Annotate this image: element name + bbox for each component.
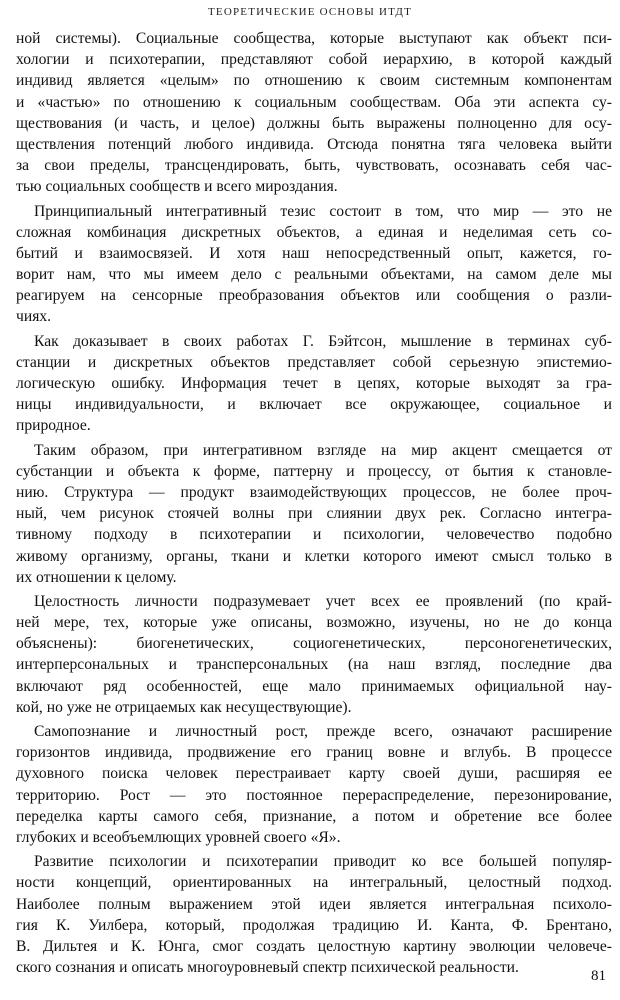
text-line: Таким образом, при интегративном взгляде на мир акцент смещается от [34, 441, 612, 459]
text-line: Принципиальный интегративный тезис состоит в том, что мир — это не [34, 202, 612, 220]
text-line: Развитие психологии и психотерапии приводит ко все большей популяр- [34, 853, 612, 871]
text-line: Как доказывает в своих работах Г. Бэйтсон, мышление в терминах суб- [34, 332, 612, 350]
text-line: ществления потенций любого индивида. Отсюда понятна тяга человека выйти [16, 135, 612, 153]
text-line: тью социальных сообществ и всего мироздания. [16, 178, 338, 196]
text-line: ществования (и часть, и целое) должны быть выражены полноценно для осу- [16, 114, 612, 132]
page-number: 81 [591, 968, 606, 984]
text-line: горизонтов индивида, продвижение его границ вовне и вглубь. В процессе [16, 744, 612, 762]
text-line: включают ряд особенностей, еще мало принимаемых официальной нау- [16, 677, 612, 695]
text-line: за свои пределы, трансцендировать, быть, чувствовать, осознавать себя час- [16, 157, 612, 175]
text-line: их отношении к целому. [16, 568, 177, 586]
text-line: переделка карты самого себя, признание, а потом и обретение все более [16, 807, 612, 825]
paragraph [16, 851, 612, 978]
text-line: природное. [16, 417, 91, 435]
text-line: чиях. [16, 308, 52, 326]
paragraph [16, 201, 612, 328]
text-line: Целостность личности подразумевает учет всех ее проявлений (по край- [34, 592, 612, 610]
text-line: кой, но уже не отрицаемых как несуществующие). [16, 698, 352, 716]
text-line: гия К. Уилбера, который, продолжая традицию И. Канта, Ф. Брентано, [16, 916, 612, 934]
paragraph [16, 440, 612, 588]
text-line: ворит нам, что мы имеем дело с реальными объектами, на самом деле мы [16, 266, 612, 284]
text-line: территорию. Рост — это постоянное перераспределение, перезонирование, [16, 786, 612, 804]
text-line: духовного поиска человек перестраивает карту своей души, расширяя ее [16, 765, 612, 783]
body-text [16, 28, 612, 978]
text-line: станции и дискретных объектов представляет собой серьезную эпистемио- [16, 353, 612, 371]
text-line: ского сознания и описать многоуровневый спектр психической реальности. [16, 959, 519, 977]
text-line: реагируем на сенсорные преобразования объектов или сообщения о разли- [16, 287, 612, 305]
text-line: Самопознание и личностный рост, прежде всего, означают расширение [34, 723, 612, 740]
text-line: индивид является «целым» по отношению к своим системным компонентам [16, 72, 612, 90]
text-line: объяснены): биогенетических, социогенетических, персоногенетических, [16, 635, 612, 653]
text-line: В. Дильтея и К. Юнга, смог создать целостную картину эволюции человече- [16, 937, 612, 955]
text-line: интерперсональных и трансперсональных (на наш взгляд, последние два [16, 656, 612, 674]
text-line: ней мере, тех, которые уже описаны, возможно, изучены, но не до конца [16, 614, 612, 632]
paragraph [16, 331, 612, 437]
text-line: Наиболее полным выражением этой идеи является интегральная психоло- [16, 895, 612, 913]
paragraph [16, 591, 612, 718]
paragraph [16, 721, 612, 848]
text-line: глубоких и всеобъемлющих уровней своего «Я». [16, 828, 341, 846]
text-line: живому организму, органы, ткани и клетки которого имеют смысл только в [16, 547, 612, 565]
text-line: субстанции и объекта к форме, паттерну и процессу, от бытия к становле- [16, 462, 612, 480]
text-line: и «частью» по отношению к социальным сообществам. Оба эти аспекта су- [16, 93, 612, 111]
running-head: ТЕОРЕТИЧЕСКИЕ ОСНОВЫ ИТДТ [207, 6, 412, 18]
paragraph [16, 28, 612, 198]
text-line: ный, чем рисунок стоячей волны при слиянии двух рек. Согласно интегра- [16, 505, 612, 523]
text-line: тивному подходу в психотерапии и психологии, человечество подобно [16, 526, 612, 544]
text-line: бытий и взаимосвязей. И хотя наш непосредственный опыт, кажется, го- [16, 244, 612, 262]
text-line: сложная комбинация дискретных объектов, а единая и неделимая сеть со- [16, 223, 612, 241]
text-line: ности концепций, ориентированных на интегральный, целостный подход. [16, 874, 612, 892]
text-line: логическую ошибку. Информация течет в цепях, которые выходят за гра- [16, 375, 612, 392]
text-line: ницы индивидуальности, и включает все окружающее, социальное и [16, 396, 612, 414]
text-line: хологии и психотерапии, представляют собой иерархию, в которой каждый [16, 51, 612, 69]
text-line: ной системы). Социальные сообщества, которые выступают как объект пси- [16, 30, 612, 47]
text-line: нию. Структура — продукт взаимодействующих процессов, не более проч- [16, 483, 612, 501]
